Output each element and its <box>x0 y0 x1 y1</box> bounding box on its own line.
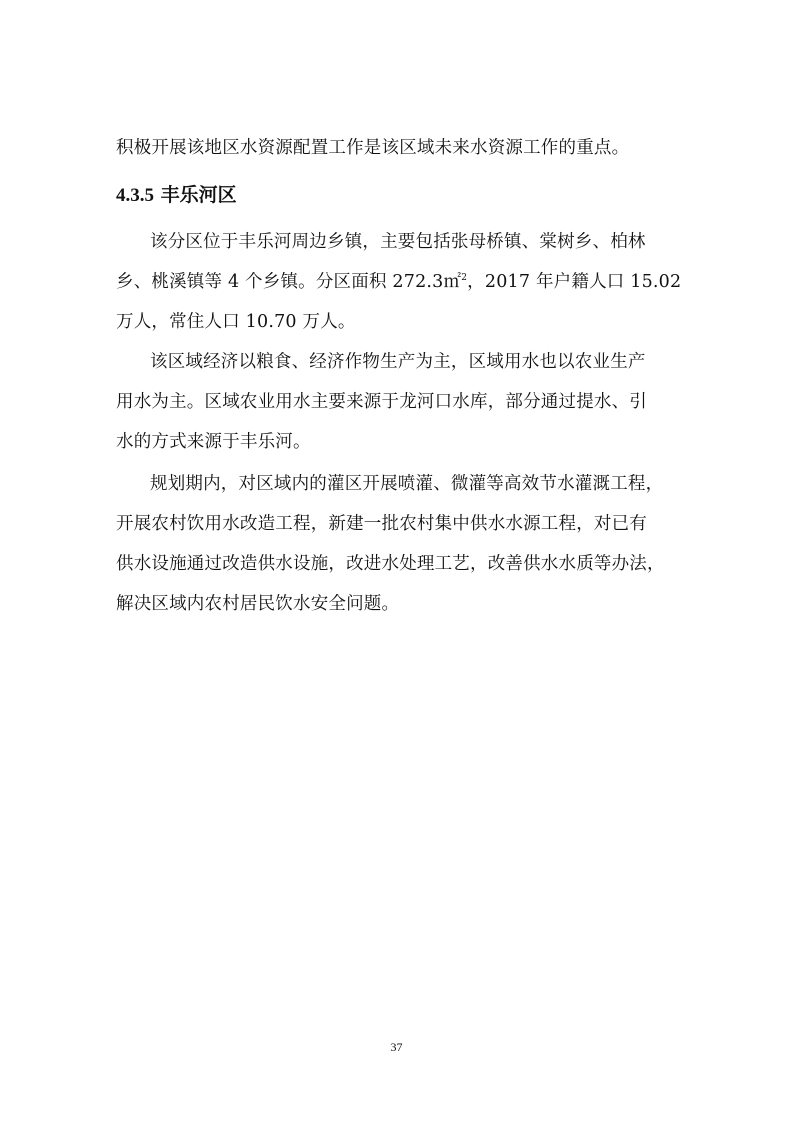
area-unit-superscript: 2 <box>461 273 468 284</box>
paragraph-3-line-2: 开展农村饮用水改造工程，新建一批农村集中供水水源工程，对已有 <box>116 514 647 534</box>
paragraph-3-line-1: 规划期内，对区域内的灌区开展喷灌、微灌等高效节水灌溉工程， <box>150 474 664 494</box>
paragraph-1-line-3: 万人，常住人口 10.70 万人。 <box>116 312 356 332</box>
paragraph-2-line-2: 用水为主。区域农业用水主要来源于龙河口水库，部分通过提水、引 <box>116 392 647 412</box>
intro-line: 积极开展该地区水资源配置工作是该区域未来水资源工作的重点。 <box>116 138 630 158</box>
paragraph-1-line-1: 该分区位于丰乐河周边乡镇，主要包括张母桥镇、棠树乡、柏林 <box>150 232 646 252</box>
section-title: 丰乐河区 <box>160 184 237 206</box>
section-number: 4.3.5 <box>116 185 154 206</box>
paragraph-2-line-1: 该区域经济以粮食、经济作物生产为主，区域用水也以农业生产 <box>150 352 646 372</box>
page-number: 37 <box>390 1040 403 1054</box>
paragraph-1-line-2: 乡、桃溪镇等 4 个乡镇。分区面积 272.3㎡$^2$，2017 年户籍人口 15.02 <box>116 272 682 292</box>
section-heading <box>116 182 237 209</box>
paragraph-3-line-3: 供水设施通过改造供水设施，改进水处理工艺，改善供水水质等办法， <box>116 554 665 574</box>
paragraph-3-line-4: 解决区域内农村居民饮水安全问题。 <box>116 594 400 614</box>
paragraph-2-line-3: 水的方式来源于丰乐河。 <box>116 432 311 452</box>
